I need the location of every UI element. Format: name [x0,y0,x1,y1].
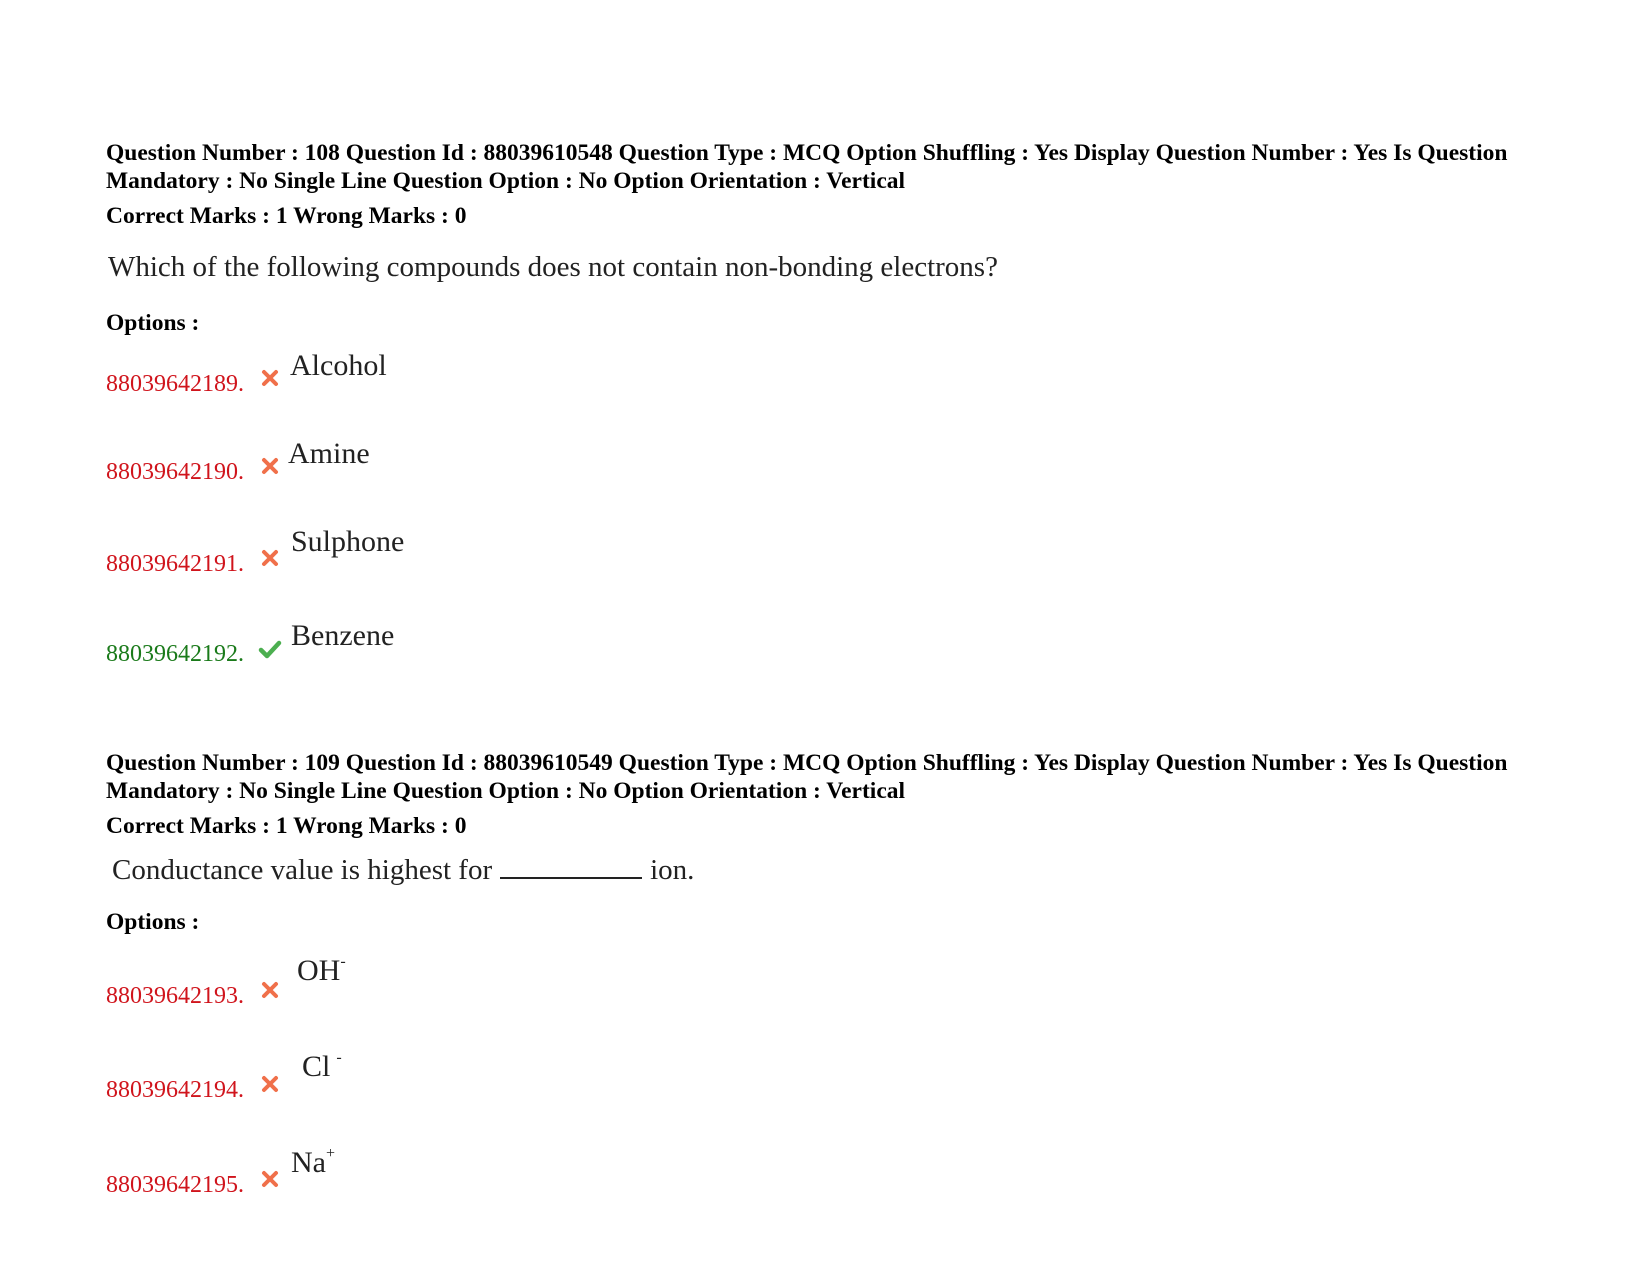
cross-icon [260,368,280,388]
cross-icon [260,1074,280,1094]
options-label: Options : [106,310,200,336]
options-label: Options : [106,909,200,935]
option-charge: - [336,1049,342,1066]
option-formula: OH [297,954,341,987]
cross-icon [260,456,280,476]
option-text: Amine [288,437,370,470]
option-text: Sulphone [291,525,405,558]
option-text [291,1146,335,1180]
question-meta: Question Number : 109 Question Id : 88039610549 Question Type : MCQ Option Shuffling : Yes Display Question Number : Yes Is Question Mandatory : No Single Line Question Option : No Option Orientation : Vertical [106,750,1508,804]
option-id: 88039642191. [106,551,244,577]
question-text-after: ion. [650,854,695,886]
question-text-before: Conductance value is highest for [112,854,493,886]
option-text [302,1050,342,1084]
check-icon [258,639,282,659]
option-id: 88039642195. [106,1172,244,1198]
answer-blank [500,855,642,879]
cross-icon [260,548,280,568]
option-id: 88039642189. [106,371,244,397]
option-text: Alcohol [290,349,387,382]
option-text [297,954,346,988]
cross-icon [260,980,280,1000]
question-marks: Correct Marks : 1 Wrong Marks : 0 [106,813,467,839]
option-formula: Cl [302,1050,331,1083]
option-id: 88039642193. [106,983,244,1009]
option-formula: Na [291,1146,326,1179]
option-id: 88039642194. [106,1077,244,1103]
question-meta: Question Number : 108 Question Id : 88039610548 Question Type : MCQ Option Shuffling : Yes Display Question Number : Yes Is Question Mandatory : No Single Line Question Option : No Option Orientation : Vertical [106,140,1508,194]
option-text: Benzene [291,619,395,652]
question-marks: Correct Marks : 1 Wrong Marks : 0 [106,203,467,229]
option-charge: - [340,953,346,970]
option-charge: + [325,1145,336,1162]
option-id: 88039642190. [106,459,244,485]
option-id: 88039642192. [106,641,244,667]
question-text [112,853,694,887]
question-text: Which of the following compounds does not contain non-bonding electrons? [108,251,998,283]
cross-icon [260,1169,280,1189]
